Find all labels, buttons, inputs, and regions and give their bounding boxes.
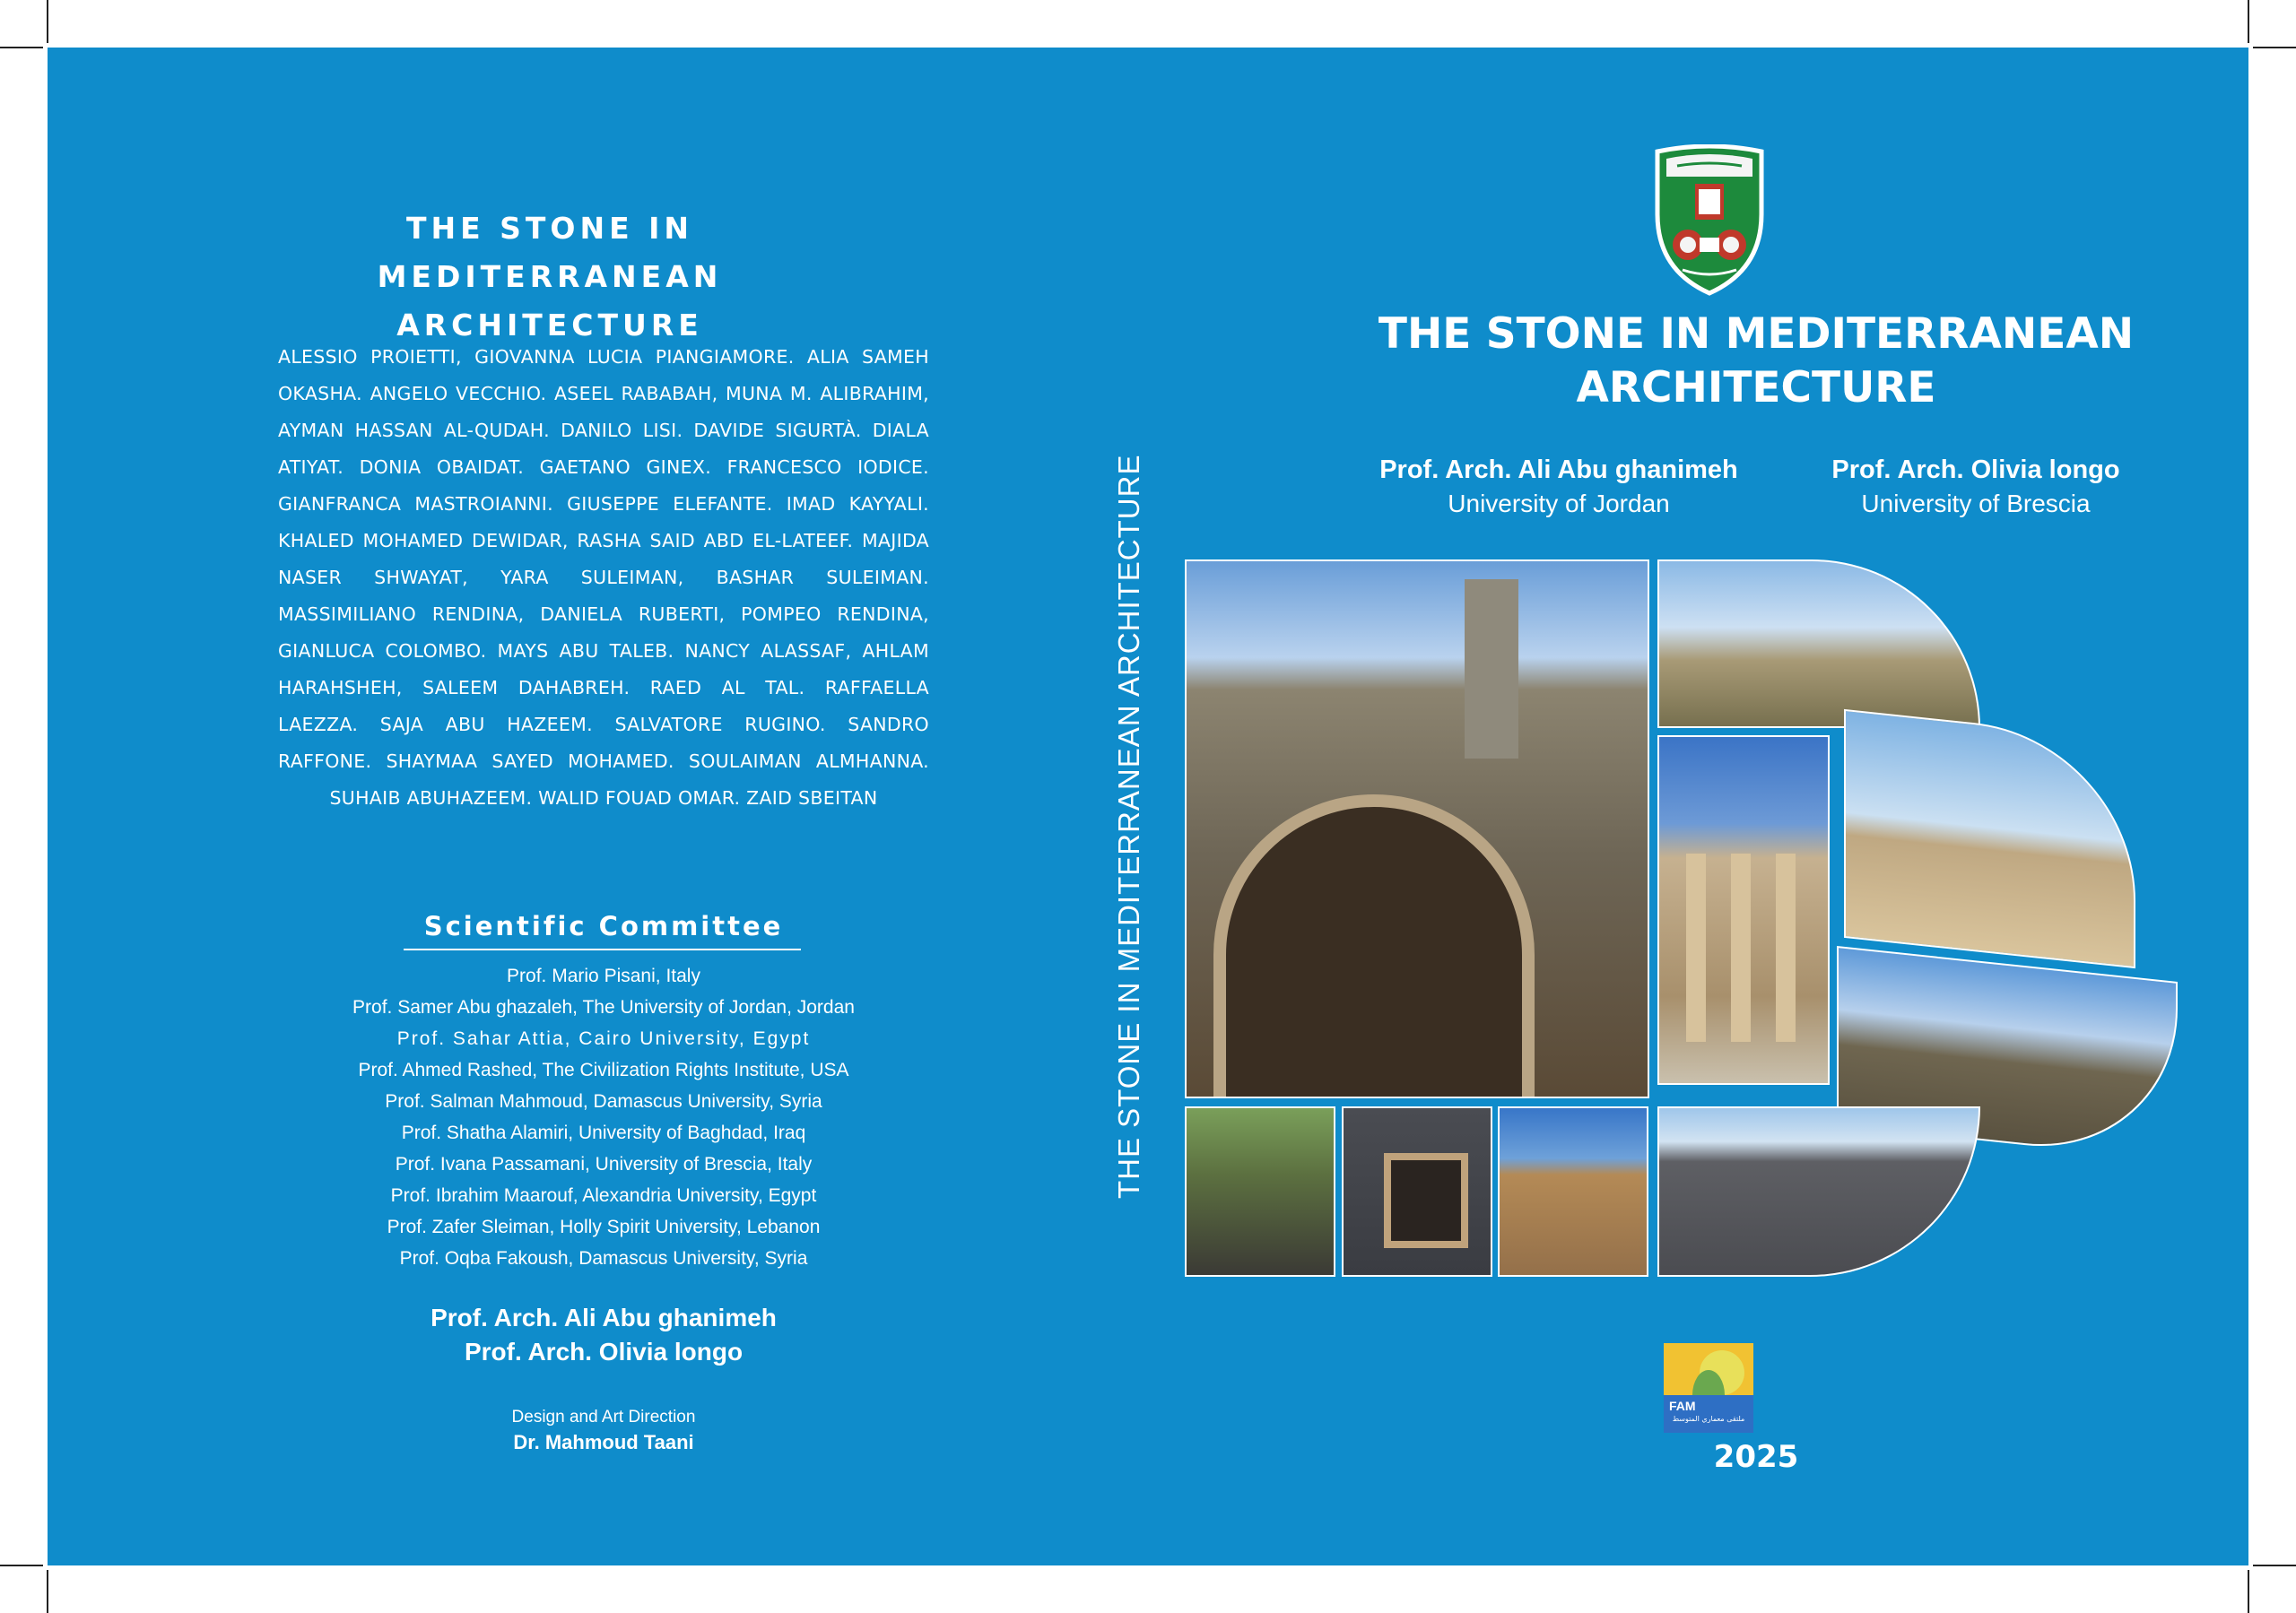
- committee-member: Prof. Shatha Alamiri, University of Baghdad, Iraq: [401, 1123, 806, 1143]
- committee-member: Prof. Ahmed Rashed, The Civilization Rights Institute, USA: [358, 1060, 849, 1080]
- committee-member: Prof. Sahar Attia, Cairo University, Egypt: [396, 1028, 811, 1049]
- crop-mark-bottom-left-h: [0, 1565, 43, 1566]
- crop-mark-bottom-left: [47, 1570, 48, 1613]
- church-arch: [1213, 794, 1535, 1098]
- committee-member: Prof. Zafer Sleiman, Holly Spirit University, Lebanon: [387, 1217, 821, 1237]
- author-2-name: Prof. Arch. Olivia longo: [1831, 455, 2120, 484]
- committee-member: Prof. Mario Pisani, Italy: [507, 966, 700, 986]
- editor-name: Prof. Arch. Ali Abu ghanimeh: [430, 1304, 777, 1331]
- author-1-block: [1335, 453, 1783, 521]
- photo-garden-wall: [1185, 1106, 1335, 1277]
- committee-member: Prof. Oqba Fakoush, Damascus University, Syria: [399, 1248, 808, 1269]
- committee-member: Prof. Ibrahim Maarouf, Alexandria University, Egypt: [390, 1185, 817, 1206]
- design-credit: [335, 1405, 873, 1455]
- photo-greek-temple: [1657, 735, 1830, 1085]
- photo-ruin-arch: [1657, 559, 1980, 728]
- photo-sandstone-house: [1498, 1106, 1648, 1277]
- publication-year: 2025: [1713, 1439, 1799, 1475]
- front-title-line-1: THE STONE IN MEDITERRANEAN: [1378, 309, 2135, 359]
- temple-column: [1776, 854, 1796, 1042]
- designer-name: Dr. Mahmoud Taani: [513, 1431, 694, 1453]
- crop-mark-top-left-h: [0, 47, 43, 48]
- committee-member: Prof. Samer Abu ghazaleh, The University of Jordan, Jordan: [352, 997, 855, 1018]
- author-2-block: [1752, 453, 2200, 521]
- author-1-affiliation: University of Jordan: [1448, 490, 1670, 517]
- crop-mark-top-right-h: [2253, 47, 2296, 48]
- back-cover-title: THE STONE IN MEDITERRANEAN ARCHITECTURE: [377, 211, 723, 343]
- fam-publisher-logo: [1664, 1343, 1753, 1433]
- author-1-name: Prof. Arch. Ali Abu ghanimeh: [1379, 455, 1738, 484]
- crop-mark-top-right: [2248, 0, 2249, 43]
- author-2-affiliation: University of Brescia: [1861, 490, 2091, 517]
- front-cover-title: [1222, 308, 2290, 415]
- logo-label: FAM: [1669, 1399, 1696, 1413]
- design-label: Design and Art Direction: [511, 1408, 696, 1427]
- photo-stone-window: [1342, 1106, 1492, 1277]
- committee-list: [335, 960, 873, 1274]
- front-title-line-2: ARCHITECTURE: [1576, 363, 1936, 412]
- crop-mark-bottom-right-h: [2253, 1565, 2296, 1566]
- photo-basalt-wall: [1657, 1106, 1980, 1277]
- church-bell-tower: [1465, 579, 1518, 759]
- editors-block: [335, 1301, 873, 1369]
- photo-modern-stone-building: [1844, 709, 2135, 968]
- photo-church-arcade: [1185, 559, 1649, 1098]
- book-cover: [48, 48, 2248, 1565]
- back-cover: [48, 48, 1106, 1565]
- temple-column: [1731, 854, 1751, 1042]
- spine-title: THE STONE IN MEDITERRANEAN ARCHITECTURE: [1112, 454, 1145, 1199]
- scientific-committee-heading: Scientific Committee: [423, 911, 784, 941]
- crop-mark-top-left: [47, 0, 48, 43]
- committee-heading-underline: [404, 949, 801, 950]
- temple-column: [1686, 854, 1706, 1042]
- editor-name: Prof. Arch. Olivia longo: [464, 1338, 744, 1366]
- university-crest-logo: [1650, 144, 1769, 297]
- committee-member: Prof. Ivana Passamani, University of Brescia, Italy: [395, 1154, 813, 1175]
- crop-mark-bottom-right: [2248, 1570, 2249, 1613]
- author-list: ALESSIO PROIETTI, GIOVANNA LUCIA PIANGIAMORE. ALIA SAMEH OKASHA. ANGELO VECCHIO. ASEEL RABABAH, MUNA M. ALIBRAHIM, AYMAN HASSAN AL-QUDAH. DANILO LISI. DAVIDE SIGURTÀ. DIALA ATIYAT. DONIA OBAIDAT. GAETANO GINEX. FRANCESCO IODICE. GIANFRANCA MASTROIANNI. GIUSEPPE ELEFANTE. IMAD KAYYALI. KHALED MOHAMED DEWIDAR, RASHA SAID ABD EL-LATEEF. MAJIDA NASER SHWAYAT, YARA SULEIMAN, BASHAR SULEIMAN. MASSIMILIANO RENDINA, DANIELA RUBERTI, POMPEO RENDINA, GIANLUCA COLOMBO. MAYS ABU TALEB. NANCY ALASSAF, AHLAM HARAHSHEH, SALEEM DAHABREH. RAED AL TAL. RAFFAELLA LAEZZA. SAJA ABU HAZEEM. SALVATORE RUGINO. SANDRO RAFFONE. SHAYMAA SAYED MOHAMED. SOULAIMAN ALMHANNA. SUHAIB ABUHAZEEM. WALID FOUAD OMAR. ZAID SBEITAN: [278, 346, 929, 809]
- window-frame: [1384, 1153, 1468, 1248]
- committee-member: Prof. Salman Mahmoud, Damascus University, Syria: [385, 1091, 822, 1112]
- logo-arabic-label: ملتقى معماري المتوسط: [1672, 1415, 1745, 1423]
